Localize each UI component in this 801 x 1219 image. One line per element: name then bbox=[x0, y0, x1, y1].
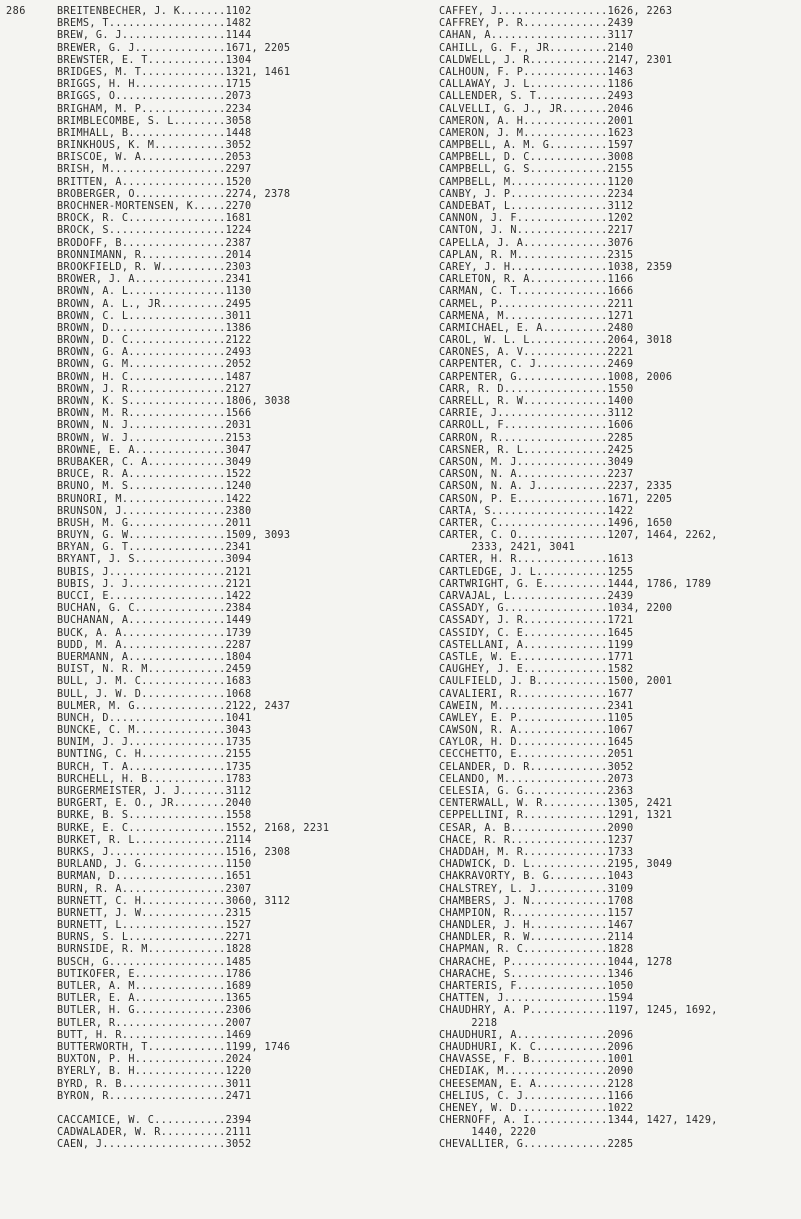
index-entry: CHERNOFF, A. I............1344, 1427, 1429, bbox=[439, 1115, 718, 1127]
index-entry: CHAPMAN, R. C.............1828 bbox=[439, 944, 634, 956]
index-entry: BREWSTER, E. T............1304 bbox=[57, 54, 252, 66]
index-entry: BREWER, G. J..............1671, 2205 bbox=[57, 42, 291, 54]
index-entry: BRUCE, R. A...............1522 bbox=[57, 469, 252, 481]
index-entry: CAMPBELL, G. S............2155 bbox=[439, 164, 634, 176]
index-entry: BUDD, M. A................2287 bbox=[57, 639, 252, 651]
index-entry: BROWN, M. R...............1566 bbox=[57, 408, 252, 420]
index-entry: BURGERMEISTER, J. J.......3112 bbox=[57, 786, 252, 797]
index-entry: BRIGGS, O.................2073 bbox=[57, 91, 252, 103]
index-entry: CANDEBAT, L...............3112 bbox=[439, 201, 634, 212]
index-entry: BREMS, T..................1482 bbox=[57, 18, 252, 30]
index-entry: CAWEIN, M.................2341 bbox=[439, 700, 634, 712]
index-entry: CAHAN, A..................3117 bbox=[439, 30, 634, 42]
index-entry: CAYLOR, H. D..............1645 bbox=[439, 737, 634, 749]
index-entry: BROCK, S..................1224 bbox=[57, 225, 252, 237]
index-entry: CARTLEDGE, J. L...........1255 bbox=[439, 566, 634, 578]
index-entry: CAREY, J. H...............1038, 2359 bbox=[439, 261, 673, 273]
index-entry: CASTELLANI, A.............1199 bbox=[439, 639, 634, 651]
index-entry: CAWSON, R. A..............1067 bbox=[439, 725, 634, 737]
index-entry: CARTER, C. O..............1207, 1464, 2262, bbox=[439, 530, 718, 542]
index-entry: CARPENTER, G..............1008, 2006 bbox=[439, 371, 673, 383]
index-entry: 2218 bbox=[439, 1017, 498, 1029]
index-entry: CARRIE, J.................3112 bbox=[439, 408, 634, 420]
index-entry: BRUYN, G. W...............1509, 3093 bbox=[57, 530, 291, 542]
index-entry: CARSON, P. E..............1671, 2205 bbox=[439, 493, 673, 505]
index-entry: BUCK, A. A................1739 bbox=[57, 627, 252, 639]
index-entry: CADWALADER, W. R..........2111 bbox=[57, 1127, 252, 1139]
index-entry: BRUNSON, J................2380 bbox=[57, 505, 252, 517]
index-entry: CARRON, R.................2285 bbox=[439, 432, 634, 444]
index-entry: BURNETT, C. H.............3060, 3112 bbox=[57, 895, 291, 907]
index-entry: CAPLAN, R. M..............2315 bbox=[439, 249, 634, 261]
index-entry: CARSON, N. A. J...........2237, 2335 bbox=[439, 481, 673, 493]
index-entry: CAULFIELD, J. B...........1500, 2001 bbox=[439, 676, 673, 688]
index-entry: CARMAN, C. T..............1666 bbox=[439, 286, 634, 298]
index-entry: BUNCH, D..................1041 bbox=[57, 712, 252, 724]
index-entry: CHAMPION, R...............1157 bbox=[439, 907, 634, 919]
index-entry: CAHILL, G. F., JR.........2140 bbox=[439, 42, 634, 54]
index-entry: BRISH, M..................2297 bbox=[57, 164, 252, 176]
index-entry: CARTER, H. R..............1613 bbox=[439, 554, 634, 566]
index-entry: BROWN, J. R...............2127 bbox=[57, 383, 252, 395]
index-entry: BURKE, B. S...............1558 bbox=[57, 810, 252, 822]
index-entry: BYERLY, B. H..............1220 bbox=[57, 1066, 252, 1078]
index-entry: BRUSH, M. G...............2011 bbox=[57, 517, 252, 529]
index-entry: CHAUDHURI, K. C...........2096 bbox=[439, 1041, 634, 1053]
index-entry: CARTER, C.................1496, 1650 bbox=[439, 517, 673, 529]
index-entry: CALDWELL, J. R............2147, 2301 bbox=[439, 54, 673, 66]
index-entry: CHEVALLIER, G.............2285 bbox=[439, 1139, 634, 1151]
index-entry: CAUGHEY, J. E.............1582 bbox=[439, 664, 634, 676]
index-entry: CAMERON, A. H.............2001 bbox=[439, 115, 634, 127]
index-entry: CARLETON, R. A............1166 bbox=[439, 274, 634, 286]
index-entry: BROWER, J. A..............2341 bbox=[57, 274, 252, 286]
index-entry: CHADWICK, D. L............2195, 3049 bbox=[439, 859, 673, 871]
index-entry: CHAMBERS, J. N............1708 bbox=[439, 895, 634, 907]
index-entry: CHANDLER, J. H............1467 bbox=[439, 920, 634, 932]
index-entry: BUTLER, E. A..............1365 bbox=[57, 993, 252, 1005]
index-entry: CARONES, A. V.............2221 bbox=[439, 347, 634, 359]
index-entry: BUTT, H. R................1469 bbox=[57, 1029, 252, 1041]
index-entry: CARPENTER, C. J...........2469 bbox=[439, 359, 634, 371]
index-entry: CASSADY, G................1034, 2200 bbox=[439, 603, 673, 615]
index-entry: CHEESEMAN, E. A...........2128 bbox=[439, 1078, 634, 1090]
index-entry: BRIGGS, H. H..............1715 bbox=[57, 79, 252, 91]
index-entry: CHENEY, W. D..............1022 bbox=[439, 1102, 634, 1114]
index-entry: BROWNE, E. A..............3047 bbox=[57, 444, 252, 456]
index-entry: BUTLER, H. G..............2306 bbox=[57, 1005, 252, 1017]
index-entry: BRIMBLECOMBE, S. L........3058 bbox=[57, 115, 252, 127]
index-entry: BRISCOE, W. A.............2053 bbox=[57, 152, 252, 164]
index-entry: CAVALIERI, R..............1677 bbox=[439, 688, 634, 700]
index-entry: BURNETT, L................1527 bbox=[57, 920, 252, 932]
index-entry: BRONNIMANN, R.............2014 bbox=[57, 249, 252, 261]
index-entry: BUBIS, J..................2121 bbox=[57, 566, 252, 578]
index-entry: BROWN, D. C...............2122 bbox=[57, 335, 252, 347]
index-column-right bbox=[439, 6, 799, 1152]
index-entry: BUCHAN, G. C..............2384 bbox=[57, 603, 252, 615]
index-entry: BRUBAKER, C. A............3049 bbox=[57, 456, 252, 468]
index-entry: CARMICHAEL, E. A..........2480 bbox=[439, 322, 634, 334]
index-entry: 2333, 2421, 3041 bbox=[439, 542, 576, 554]
index-entry: CAEN, J...................3052 bbox=[57, 1139, 252, 1151]
index-entry: CARSNER, R. L.............2425 bbox=[439, 444, 634, 456]
index-entry: BUTIKOFER, E..............1786 bbox=[57, 968, 252, 980]
index-entry: BUNIM, J. J...............1735 bbox=[57, 737, 252, 749]
index-entry: CELANDER, D. R............3052 bbox=[439, 761, 634, 773]
index-entry: BRODOFF, B................2387 bbox=[57, 237, 252, 249]
index-entry: CANNON, J. F..............1202 bbox=[439, 213, 634, 225]
index-entry: BUSCH, G..................1485 bbox=[57, 956, 252, 968]
index-entry bbox=[57, 1103, 437, 1115]
index-entry: CASSIDY, C. E.............1645 bbox=[439, 627, 634, 639]
index-entry: BROWN, W. J...............2153 bbox=[57, 432, 252, 444]
index-entry: 1440, 2220 bbox=[439, 1127, 537, 1139]
index-entry: BROBERGER, O..............2274, 2378 bbox=[57, 188, 291, 200]
index-entry: BROWN, C. L...............3011 bbox=[57, 310, 252, 322]
index-entry: CACCAMICE, W. C...........2394 bbox=[57, 1115, 252, 1127]
index-entry: CAMPBELL, D. C............3008 bbox=[439, 152, 634, 164]
index-entry: BULL, J. W. D.............1068 bbox=[57, 688, 252, 700]
index-entry: CHAVASSE, F. B............1001 bbox=[439, 1054, 634, 1066]
index-entry: BURN, R. A................2307 bbox=[57, 883, 252, 895]
index-entry: CARROLL, F................1606 bbox=[439, 420, 634, 432]
index-entry: CARVAJAL, L...............2439 bbox=[439, 591, 634, 602]
index-entry: BROWN, N. J...............2031 bbox=[57, 420, 252, 432]
index-entry: BROOKFIELD, R. W..........2303 bbox=[57, 261, 252, 273]
index-entry: BRYAN, G. T...............2341 bbox=[57, 542, 252, 554]
index-entry: CAMERON, J. M.............1623 bbox=[439, 127, 634, 139]
index-column-left bbox=[57, 6, 437, 1152]
index-entry: BREITENBECHER, J. K.......1102 bbox=[57, 6, 252, 17]
index-entry: CELANDO, M................2073 bbox=[439, 773, 634, 785]
index-entry: BYRD, R. B................3011 bbox=[57, 1078, 252, 1090]
index-entry: BRIMHALL, B...............1448 bbox=[57, 127, 252, 139]
index-entry: BRUNO, M. S...............1240 bbox=[57, 481, 252, 493]
index-entry: CALVELLI, G. J., JR.......2046 bbox=[439, 103, 634, 115]
index-entry: CAFFREY, P. R.............2439 bbox=[439, 18, 634, 30]
index-entry: CHAKRAVORTY, B. G.........1043 bbox=[439, 871, 634, 883]
index-entry: BUIST, N. R. M............2459 bbox=[57, 664, 252, 676]
index-entry: CALHOUN, F. P.............1463 bbox=[439, 66, 634, 78]
index-entry: CHARTERIS, F..............1050 bbox=[439, 981, 634, 992]
index-entry: BURCHELL, H. B............1783 bbox=[57, 773, 252, 785]
index-entry: BRITTEN, A................1520 bbox=[57, 176, 252, 188]
index-entry: CALLAWAY, J. L............1186 bbox=[439, 79, 634, 91]
index-entry: BUBIS, J. J...............2121 bbox=[57, 578, 252, 590]
index-entry: CARRELL, R. W.............1400 bbox=[439, 396, 634, 407]
index-entry: CHARACHE, P...............1044, 1278 bbox=[439, 956, 673, 968]
index-entry: BURKS, J..................1516, 2308 bbox=[57, 846, 291, 858]
index-entry: CAPELLA, J. A.............3076 bbox=[439, 237, 634, 249]
index-entry: CELESIA, G. G.............2363 bbox=[439, 786, 634, 797]
index-entry: CHAUDHURI, A..............2096 bbox=[439, 1029, 634, 1041]
index-entry: CHAUDHRY, A. P............1197, 1245, 1692, bbox=[439, 1005, 718, 1017]
index-entry: BUCHANAN, A...............1449 bbox=[57, 615, 252, 627]
index-entry: CHEDIAK, M................2090 bbox=[439, 1066, 634, 1078]
index-entry: CHARACHE, S...............1346 bbox=[439, 968, 634, 980]
index-entry: CASTLE, W. E..............1771 bbox=[439, 651, 634, 663]
index-entry: BRUNORI, M................1422 bbox=[57, 493, 252, 505]
index-entry: BROCK, R. C...............1681 bbox=[57, 213, 252, 225]
index-entry: BUXTON, P. H..............2024 bbox=[57, 1054, 252, 1066]
index-entry: CARMEL, P.................2211 bbox=[439, 298, 634, 310]
index-entry: BROWN, G. A...............2493 bbox=[57, 347, 252, 359]
index-entry: CASSADY, J. R.............1721 bbox=[439, 615, 634, 627]
index-entry: CHATTEN, J................1594 bbox=[439, 993, 634, 1005]
index-entry: BUTTERWORTH, T............1199, 1746 bbox=[57, 1041, 291, 1053]
index-entry: BRINKHOUS, K. M...........3052 bbox=[57, 140, 252, 152]
index-entry: CHANDLER, R. W............2114 bbox=[439, 932, 634, 944]
index-entry: BROWN, A. L...............1130 bbox=[57, 286, 252, 298]
index-entry: BULMER, M. G..............2122, 2437 bbox=[57, 700, 291, 712]
index-entry: CAMPBELL, M...............1120 bbox=[439, 176, 634, 188]
index-entry: CAROL, W. L. L............2064, 3018 bbox=[439, 335, 673, 347]
index-entry: BURNS, S. L...............2271 bbox=[57, 932, 252, 944]
page-number: 286 bbox=[6, 6, 26, 17]
index-entry: CHELIUS, C. J.............1166 bbox=[439, 1090, 634, 1102]
index-entry: BURKET, R. L..............2114 bbox=[57, 834, 252, 846]
index-entry: CHALSTREY, L. J...........3109 bbox=[439, 883, 634, 895]
index-entry: BURKE, E. C...............1552, 2168, 2231 bbox=[57, 822, 330, 834]
index-entry: CAFFEY, J.................1626, 2263 bbox=[439, 6, 673, 17]
index-entry: CARTWRIGHT, G. E..........1444, 1786, 1789 bbox=[439, 578, 712, 590]
index-entry: BURNETT, J. W.............2315 bbox=[57, 907, 252, 919]
index-entry: CANBY, J. P...............2234 bbox=[439, 188, 634, 200]
index-entry: CENTERWALL, W. R..........1305, 2421 bbox=[439, 798, 673, 810]
index-entry: BYRON, R..................2471 bbox=[57, 1090, 252, 1102]
index-entry: BRIDGES, M. T.............1321, 1461 bbox=[57, 66, 291, 78]
index-entry: CHADDAH, M. R.............1733 bbox=[439, 846, 634, 858]
index-entry: CEPPELLINI, R.............1291, 1321 bbox=[439, 810, 673, 822]
index-entry: BURLAND, J. G.............1150 bbox=[57, 859, 252, 871]
index-entry: CALLENDER, S. T...........2493 bbox=[439, 91, 634, 103]
index-entry: CAMPBELL, A. M. G.........1597 bbox=[439, 140, 634, 152]
index-entry: BROWN, A. L., JR..........2495 bbox=[57, 298, 252, 310]
index-entry: BUTLER, R.................2007 bbox=[57, 1017, 252, 1029]
index-entry: BROWN, K. S...............1806, 3038 bbox=[57, 396, 291, 407]
index-entry: BRIGHAM, M. P.............2234 bbox=[57, 103, 252, 115]
index-entry: BULL, J. M. C.............1683 bbox=[57, 676, 252, 688]
index-entry: BUERMANN, A...............1804 bbox=[57, 651, 252, 663]
index-entry: BROCHNER-MORTENSEN, K.....2270 bbox=[57, 201, 252, 212]
index-entry: BRYANT, J. S..............3094 bbox=[57, 554, 252, 566]
index-entry: CANTON, J. N..............2217 bbox=[439, 225, 634, 237]
index-entry: CARR, R. D................1550 bbox=[439, 383, 634, 395]
index-entry: BURNSIDE, R. M............1828 bbox=[57, 944, 252, 956]
index-entry: BUNTING, C. H.............2155 bbox=[57, 749, 252, 761]
index-entry: BUCCI, E..................1422 bbox=[57, 591, 252, 602]
index-entry: CESAR, A. B...............2090 bbox=[439, 822, 634, 834]
index-entry: BREW, G. J................1144 bbox=[57, 30, 252, 42]
index-entry: CARSON, M. J..............3049 bbox=[439, 456, 634, 468]
index-entry: CARTA, S..................1422 bbox=[439, 505, 634, 517]
index-entry: BROWN, G. M...............2052 bbox=[57, 359, 252, 371]
index-entry: CHACE, R. R...............1237 bbox=[439, 834, 634, 846]
index-entry: CAWLEY, E. P..............1105 bbox=[439, 712, 634, 724]
index-entry: BURCH, T. A...............1735 bbox=[57, 761, 252, 773]
index-entry: CARMENA, M................1271 bbox=[439, 310, 634, 322]
index-entry: BUNCKE, C. M..............3043 bbox=[57, 725, 252, 737]
index-entry: BROWN, D..................1386 bbox=[57, 322, 252, 334]
index-entry: BUTLER, A. M..............1689 bbox=[57, 981, 252, 992]
index-entry: CECCHETTO, E..............2051 bbox=[439, 749, 634, 761]
index-entry: CARSON, N. A..............2237 bbox=[439, 469, 634, 481]
index-entry: BURGERT, E. O., JR........2040 bbox=[57, 798, 252, 810]
index-entry: BROWN, H. C...............1487 bbox=[57, 371, 252, 383]
index-entry: BURMAN, D.................1651 bbox=[57, 871, 252, 883]
